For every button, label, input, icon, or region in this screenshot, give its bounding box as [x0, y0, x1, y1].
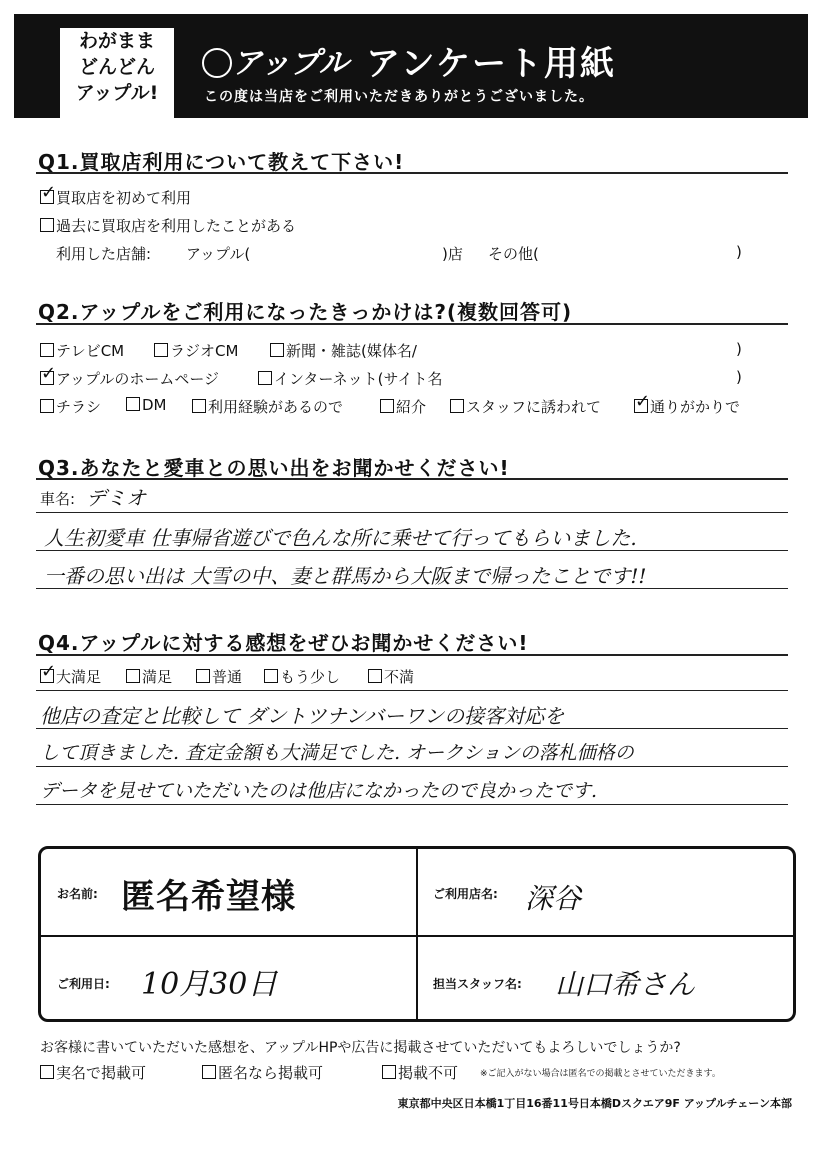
option-label: 満足: [142, 668, 173, 686]
q1-option-first-time[interactable]: [40, 187, 191, 208]
option-label: 匿名なら掲載可: [218, 1064, 324, 1082]
customer-info-grid: [38, 846, 796, 1022]
consent-option-no-publish[interactable]: [382, 1062, 458, 1083]
option-label: 買取店を初めて利用: [56, 189, 192, 207]
consent-option-anonymous[interactable]: [202, 1062, 323, 1083]
q2-option-internet[interactable]: [258, 368, 442, 389]
slogan-line: どんどん: [78, 56, 155, 78]
option-label: 過去に買取店を利用したことがある: [56, 217, 297, 235]
q1-title: Q1.買取店利用について教えて下さい!: [38, 150, 405, 174]
q2-option-staff[interactable]: [450, 396, 601, 417]
header-banner: [14, 14, 808, 118]
q1-other-close: ): [736, 243, 742, 261]
q2-title: Q2.アップルをご利用になったきっかけは?(複数回答可): [38, 300, 573, 324]
option-label: インターネット(サイト名: [274, 370, 443, 388]
checkbox-checked-icon[interactable]: [634, 399, 648, 413]
answer-line: [36, 766, 788, 767]
consent-option-real-name[interactable]: [40, 1062, 146, 1083]
option-label: アップルのホームページ: [56, 370, 220, 388]
checkbox-icon[interactable]: [40, 343, 54, 357]
checkbox-icon[interactable]: [264, 669, 278, 683]
q1-store-close: )店: [442, 245, 463, 263]
answer-line: [36, 804, 788, 805]
store-label: ご利用店名:: [433, 887, 498, 901]
option-label: 大満足: [56, 668, 102, 686]
checkbox-icon[interactable]: [40, 218, 54, 232]
q4-answer-line-3: データを見せていただいたのは他店になかったので良かったです.: [40, 780, 598, 802]
option-label: 普通: [212, 668, 243, 686]
staff-value: 山口希さん: [555, 968, 696, 1001]
q2-option-tv[interactable]: [40, 340, 124, 361]
q4-option-very-satisfied[interactable]: [40, 666, 101, 687]
checkbox-icon[interactable]: [382, 1065, 396, 1079]
car-name-value: デミオ: [86, 486, 146, 510]
q4-option-dissatisfied[interactable]: [368, 666, 414, 687]
divider: [36, 654, 788, 656]
q1-store-label: 利用した店舗:: [56, 245, 152, 263]
slogan-line: アップル!: [75, 82, 159, 104]
consent-question: お客様に書いていただいた感想を、アップルHPや広告に掲載させていただいてもよろしいでしょうか?: [40, 1040, 681, 1056]
option-label: 紹介: [396, 398, 427, 416]
checkbox-icon[interactable]: [126, 397, 140, 411]
q2-option-radio[interactable]: [154, 340, 238, 361]
apple-logo-icon: [202, 48, 232, 78]
q3-answer-line-1: 人生初愛車 仕事帰省遊びで色んな所に乗せて行ってもらいました.: [44, 526, 637, 550]
checkbox-icon[interactable]: [380, 399, 394, 413]
option-label: もう少し: [280, 668, 341, 686]
option-label: 掲載不可: [398, 1064, 459, 1082]
q3-title: Q3.あなたと愛車との思い出をお聞かせください!: [38, 456, 510, 480]
option-label: ラジオCM: [170, 342, 239, 360]
checkbox-checked-icon[interactable]: [40, 190, 54, 204]
consent-note: ※ご記入がない場合は匿名での掲載とさせていただきます。: [480, 1069, 721, 1079]
q2-option-newspaper[interactable]: [270, 340, 417, 361]
checkbox-icon[interactable]: [450, 399, 464, 413]
option-label: 不満: [384, 668, 415, 686]
close-paren: ): [736, 368, 742, 386]
checkbox-icon[interactable]: [368, 669, 382, 683]
q2-option-homepage[interactable]: [40, 368, 219, 389]
form-title: アンケート用紙: [366, 44, 616, 84]
store-value: 深谷: [525, 882, 582, 915]
answer-line: [36, 588, 788, 589]
option-label: 実名で掲載可: [56, 1064, 147, 1082]
checkbox-checked-icon[interactable]: [40, 669, 54, 683]
answer-line: [36, 728, 788, 729]
option-label: 利用経験があるので: [208, 398, 344, 416]
q4-answer-line-1: 他店の査定と比較して ダントツナンバーワンの接客対応を: [40, 704, 565, 728]
checkbox-icon[interactable]: [40, 399, 54, 413]
option-label: 通りがかりで: [650, 398, 741, 416]
slogan-badge: [60, 28, 174, 118]
checkbox-icon[interactable]: [126, 669, 140, 683]
option-label: DM: [142, 396, 167, 414]
option-label: テレビCM: [56, 342, 125, 360]
answer-line: [36, 512, 788, 513]
divider: [36, 323, 788, 325]
q2-option-referral[interactable]: [380, 396, 426, 417]
checkbox-checked-icon[interactable]: [40, 371, 54, 385]
checkbox-icon[interactable]: [202, 1065, 216, 1079]
q2-option-dm[interactable]: [126, 396, 167, 414]
q2-option-experience[interactable]: [192, 396, 343, 417]
q1-store-apple: アップル(: [186, 245, 251, 263]
divider: [36, 478, 788, 480]
q2-option-flyer[interactable]: [40, 396, 101, 417]
option-label: チラシ: [56, 398, 102, 416]
q1-option-used-before[interactable]: [40, 215, 296, 236]
q4-option-so-so[interactable]: [264, 666, 340, 687]
checkbox-icon[interactable]: [154, 343, 168, 357]
name-label: お名前:: [57, 887, 98, 901]
option-label: スタッフに誘われて: [466, 398, 602, 416]
q4-option-satisfied[interactable]: [126, 666, 172, 687]
brand-logo: アップル: [232, 46, 349, 81]
name-value: 匿名希望様: [121, 877, 296, 917]
checkbox-icon[interactable]: [270, 343, 284, 357]
checkbox-icon[interactable]: [196, 669, 210, 683]
company-address: 東京都中央区日本橋1丁目16番11号日本橋Dスクエア9F アップルチェーン本部: [397, 1097, 792, 1110]
date-label: ご利用日:: [57, 977, 110, 991]
form-subtitle: この度は当店をご利用いただきありがとうございました。: [204, 89, 594, 105]
car-name-label: 車名:: [40, 490, 76, 508]
close-paren: ): [736, 340, 742, 358]
answer-line: [36, 690, 788, 691]
grid-divider: [41, 935, 793, 937]
date-value: 10月30日: [141, 967, 278, 1002]
q3-answer-line-2: 一番の思い出は 大雪の中、妻と群馬から大阪まで帰ったことです!!: [44, 564, 647, 588]
checkbox-icon[interactable]: [258, 371, 272, 385]
answer-line: [36, 550, 788, 551]
staff-label: 担当スタッフ名:: [433, 977, 522, 991]
q4-option-normal[interactable]: [196, 666, 242, 687]
grid-divider: [416, 849, 418, 1019]
q4-answer-line-2: して頂きました. 査定金額も大満足でした. オークションの落札価格の: [40, 742, 634, 764]
slogan-line: わがまま: [78, 30, 155, 52]
option-label: 新聞・雑誌(媒体名/: [286, 342, 417, 360]
q2-option-passing-by[interactable]: [634, 396, 740, 417]
checkbox-icon[interactable]: [40, 1065, 54, 1079]
q4-title: Q4.アップルに対する感想をぜひお聞かせください!: [38, 631, 529, 655]
divider: [36, 172, 788, 174]
checkbox-icon[interactable]: [192, 399, 206, 413]
q1-store-other: その他(: [488, 245, 539, 263]
